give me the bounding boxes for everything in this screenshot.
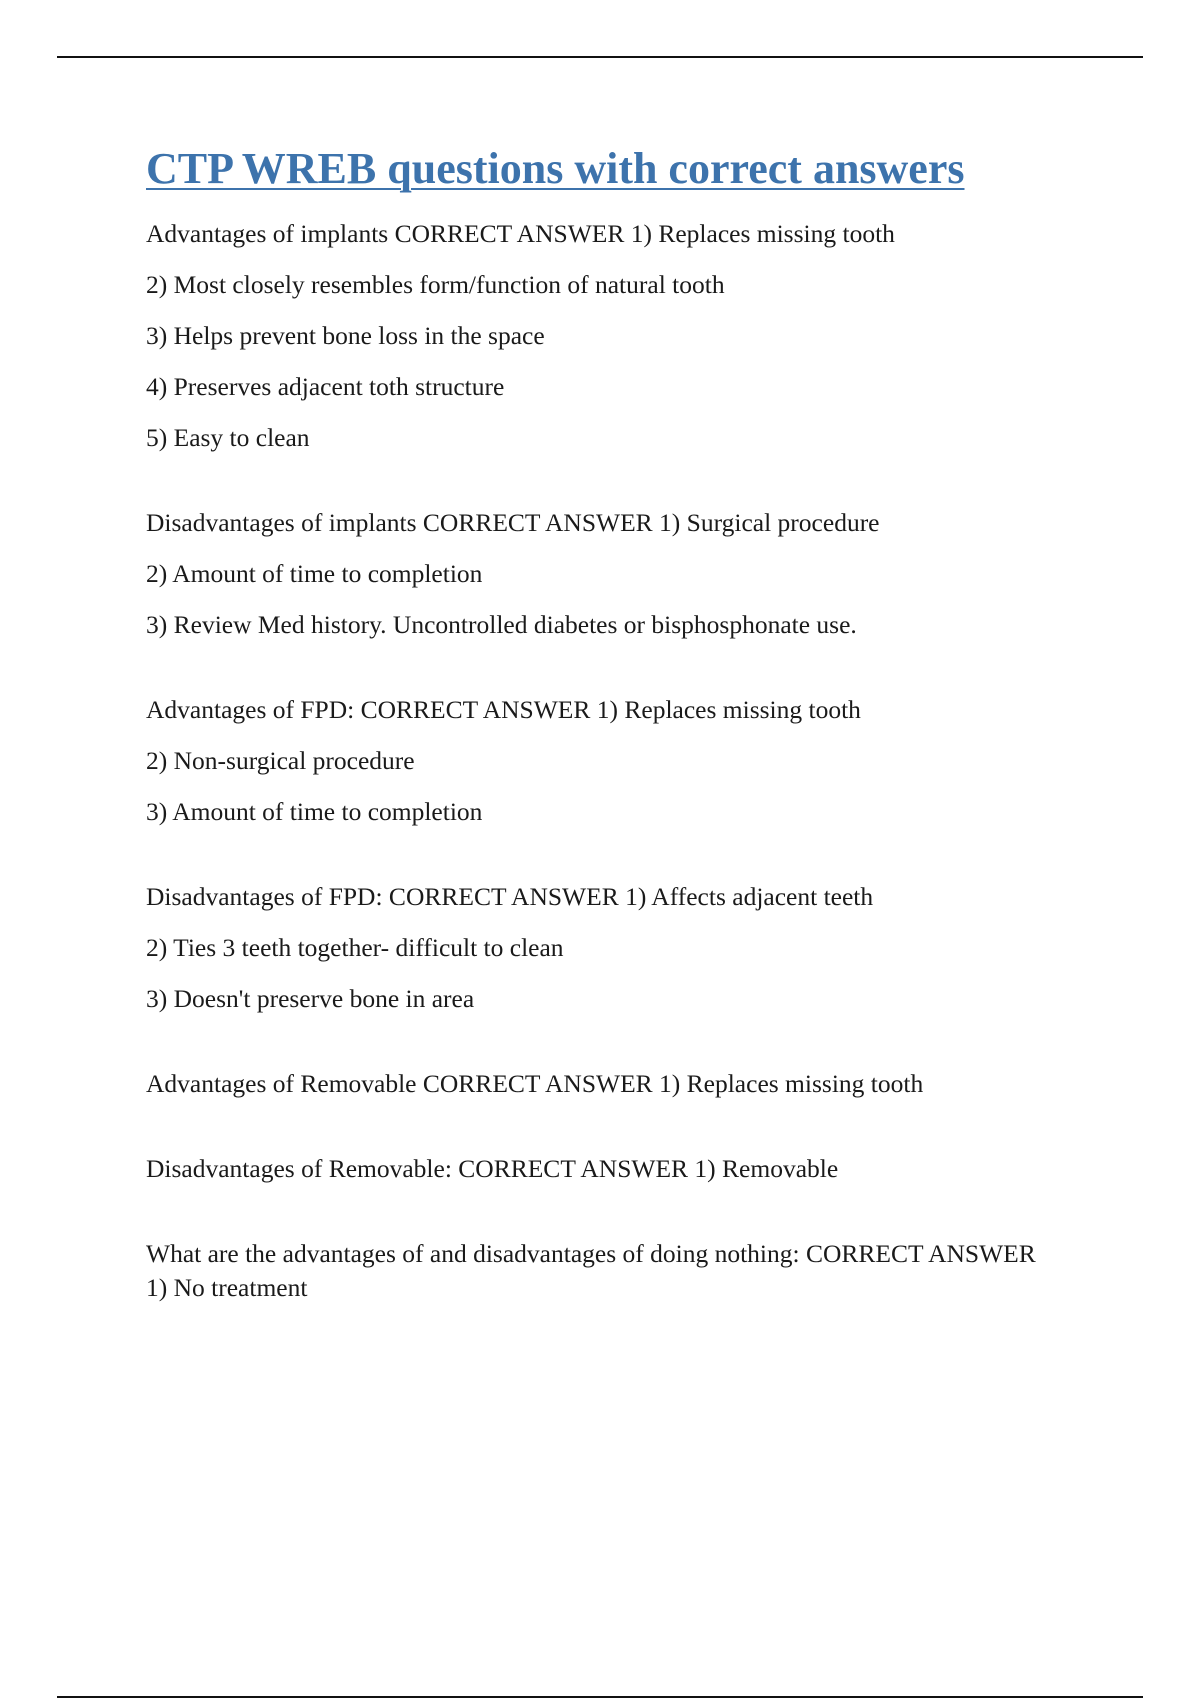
qa-entry-removable-disadvantages: [146, 1152, 1046, 1186]
qa-line: 2) Non-surgical procedure: [146, 746, 415, 775]
qa-line: 2) Most closely resembles form/function of natural tooth: [146, 270, 725, 299]
qa-line: What are the advantages of and disadvantages of doing nothing: CORRECT ANSWER 1) No treatment: [146, 1239, 1036, 1302]
qa-line: Advantages of Removable CORRECT ANSWER 1) Replaces missing tooth: [146, 1069, 924, 1098]
qa-entry-implant-disadvantages: [146, 506, 1046, 642]
qa-line: 3) Review Med history. Uncontrolled diabetes or bisphosphonate use.: [146, 610, 857, 639]
qa-line: Advantages of FPD: CORRECT ANSWER 1) Replaces missing tooth: [146, 695, 861, 724]
document-title[interactable]: CTP WREB questions with correct answers: [146, 144, 965, 193]
qa-entry-doing-nothing: [146, 1237, 1046, 1305]
qa-line: Advantages of implants CORRECT ANSWER 1) Replaces missing tooth: [146, 219, 895, 248]
qa-line: Disadvantages of FPD: CORRECT ANSWER 1) Affects adjacent teeth: [146, 882, 874, 911]
header-rule: [57, 56, 1143, 58]
qa-line: 3) Doesn't preserve bone in area: [146, 984, 475, 1013]
qa-line: 2) Ties 3 teeth together- difficult to clean: [146, 933, 564, 962]
footer-rule: [57, 1696, 1143, 1698]
qa-line: 3) Amount of time to completion: [146, 797, 483, 826]
qa-entry-removable-advantages: [146, 1067, 1046, 1101]
qa-entry-implant-advantages: [146, 217, 1046, 455]
qa-line: 3) Helps prevent bone loss in the space: [146, 321, 545, 350]
qa-line: 2) Amount of time to completion: [146, 559, 483, 588]
qa-line: 5) Easy to clean: [146, 423, 310, 452]
qa-line: 4) Preserves adjacent toth structure: [146, 372, 505, 401]
qa-entry-fpd-disadvantages: [146, 880, 1046, 1016]
qa-entry-fpd-advantages: [146, 693, 1046, 829]
qa-line: Disadvantages of Removable: CORRECT ANSWER 1) Removable: [146, 1154, 839, 1183]
document-body: [146, 140, 1046, 1356]
qa-line: Disadvantages of implants CORRECT ANSWER 1) Surgical procedure: [146, 508, 880, 537]
